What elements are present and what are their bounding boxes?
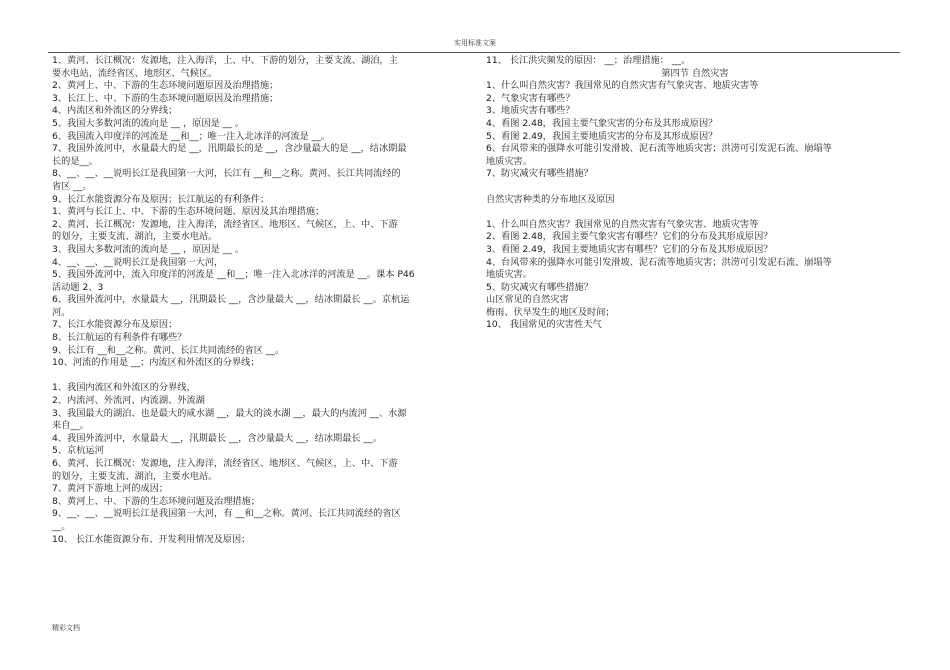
page-footer: 精彩文档 bbox=[52, 624, 80, 632]
text-line: 4、内流区和外流区的分界线； bbox=[52, 105, 178, 117]
text-line: 11、 长江洪灾频发的原因： __；治理措施： __。 bbox=[486, 55, 691, 66]
text-line: 的划分，主要支流、湖泊，主要水电站。 bbox=[52, 231, 218, 243]
text-line: 长的是__。 bbox=[52, 155, 98, 167]
text-line: 1、黄河与长江上、中、下游的生态环境问题、原因及其治理措施； bbox=[52, 206, 325, 218]
left-column bbox=[52, 55, 470, 546]
text-line: 2、内流河、外流河、内流湖、外流湖 bbox=[52, 395, 205, 407]
text-line: 的划分，主要支流、湖泊，主要水电站。 bbox=[52, 470, 218, 482]
text-line: 10、 我国常见的灾害性天气 bbox=[486, 319, 602, 331]
text-line: 10、 长江水能资源分布、开发利用情况及原因； bbox=[52, 533, 251, 545]
text-line: 6、台风带来的强降水可能引发滑坡、泥石流等地质灾害；洪涝可引发泥石流、崩塌等 bbox=[486, 143, 832, 155]
text-line: 8、长江航运的有利条件有哪些？ bbox=[52, 332, 187, 344]
text-line: 4、台风带来的强降水可能引发滑坡、泥石流等地质灾害；洪涝可引发泥石流、崩塌等 bbox=[486, 256, 832, 268]
text-line: 2、看图 2.48，我国主要气象灾害有哪些？它们的分布及其形成原因？ bbox=[486, 231, 773, 243]
text-line: 1、我国内流区和外流区的分界线， bbox=[52, 382, 196, 394]
text-line: 5、我国外流河中，流入印度洋的河流是 __和__；唯一注入北冰洋的河流是 __。课本 P46 bbox=[52, 269, 415, 281]
header-rule bbox=[48, 52, 900, 53]
text-line: 要水电站，流经省区、地形区、气候区。 bbox=[52, 67, 218, 79]
text-line: 6、我国外流河中，水量最大 __，汛期最长 __，含沙量最大 __，结冰期最长 __。京杭运 bbox=[52, 294, 410, 306]
text-line: 7、我国外流河中，水量最大的是 __，汛期最长的是 __，含沙量最大的是 __，结冰期最 bbox=[52, 143, 407, 155]
text-line: 6、黄河、长江概况：发源地，注入海洋，流经省区、地形区、气候区，上、中、下游 bbox=[52, 458, 398, 469]
text-line: 2、黄河、长江概况：发源地，注入海洋，流经省区、地形区、气候区，上、中、下游 bbox=[52, 218, 398, 230]
text-line: 4、我国外流河中，水量最大 __，汛期最长 __，含沙量最大 __，结冰期最长 __。 bbox=[52, 432, 382, 444]
text-line: 1、什么叫自然灾害？我国常见的自然灾害有气象灾害、地质灾害等 bbox=[486, 218, 759, 230]
text-line: 10、河流的作用是 __；内流区和外流区的分界线； bbox=[52, 357, 260, 369]
text-line: 6、我国流入印度洋的河流是 __和__；唯一注入北冰洋的河流是 __。 bbox=[52, 130, 331, 142]
text-line: __。 bbox=[52, 520, 71, 532]
text-line: 3、我国大多数河流的流向是 __ ，原因是 __ 。 bbox=[52, 243, 245, 255]
text-line: 3、我国最大的湖泊、也是最大的咸水湖 __，最大的淡水湖 __，最大的内流河 __、水源 bbox=[52, 407, 407, 419]
text-line: 2、黄河上、中、下游的生态环境问题原因及治理措施； bbox=[52, 80, 279, 92]
text-line: 梅雨、伏旱发生的地区及时间； bbox=[486, 306, 615, 318]
page-header: 实用标准文案 bbox=[454, 39, 496, 47]
text-line: 省区 __。 bbox=[52, 180, 92, 192]
text-line: 7、防灾减灾有哪些措施？ bbox=[486, 168, 593, 180]
text-line: 5、看图 2.49，我国主要地质灾害的分布及其形成原因？ bbox=[486, 130, 718, 142]
text-line: 活动题 2、3 bbox=[52, 281, 104, 293]
text-line: 2、气象灾害有哪些？ bbox=[486, 92, 575, 104]
blank-line bbox=[52, 370, 470, 383]
text-line: 1、什么叫自然灾害？我国常见的自然灾害有气象灾害、地质灾害等 bbox=[486, 80, 759, 92]
text-line: 3、地质灾害有哪些？ bbox=[486, 105, 575, 117]
text-line: 8、__、__、__说明长江是我国第一大河，长江有 __和__之称。黄河、长江共同流经的 bbox=[52, 168, 401, 180]
text-line: 来自__。 bbox=[52, 420, 89, 432]
text-line: 9、长江有 __和__之称。黄河、长江共同流经的省区 __。 bbox=[52, 344, 285, 356]
text-line: 第四节 自然灾害 bbox=[661, 67, 729, 79]
text-line: 4、看图 2.48，我国主要气象灾害的分布及其形成原因？ bbox=[486, 117, 718, 129]
text-line: 3、看图 2.49，我国主要地质灾害有哪些？它们的分布及其形成原因？ bbox=[486, 243, 773, 255]
text-line: 5、防灾减灾有哪些措施？ bbox=[486, 281, 593, 293]
text-line: 地质灾害。 bbox=[486, 269, 532, 281]
text-line: 1、黄河、长江概况：发源地，注入海洋，上、中、下游的划分，主要支流、湖泊，主 bbox=[52, 55, 398, 66]
text-line: 山区常见的自然灾害 bbox=[486, 294, 569, 306]
text-line: 5、京杭运河 bbox=[52, 445, 104, 457]
text-line: 5、我国大多数河流的流向是 __ ，原因是 __ 。 bbox=[52, 117, 245, 129]
text-line: 3、长江上、中、下游的生态环境问题原因及治理措施； bbox=[52, 92, 279, 104]
blank-line bbox=[486, 206, 904, 219]
text-line: 7、长江水能资源分布及原因； bbox=[52, 319, 178, 331]
text-line: 自然灾害种类的分布地区及原因 bbox=[486, 193, 615, 205]
text-line: 地质灾害。 bbox=[486, 155, 532, 167]
text-line: 8、黄河上、中、下游的生态环境问题及治理措施； bbox=[52, 495, 260, 507]
blank-line bbox=[486, 181, 904, 194]
text-line: 9、长江水能资源分布及原因；长江航运的有利条件； bbox=[52, 193, 270, 205]
text-line: 河。 bbox=[52, 306, 71, 318]
right-column bbox=[486, 55, 904, 332]
text-line: 7、黄河下游地上河的成因； bbox=[52, 483, 169, 495]
text-line: 9、__、__、__说明长江是我国第一大河，有 __和__之称。黄河、长江共同流经的省区 bbox=[52, 508, 401, 520]
text-line: 4、__、__、__说明长江是我国第一大河， bbox=[52, 256, 224, 268]
